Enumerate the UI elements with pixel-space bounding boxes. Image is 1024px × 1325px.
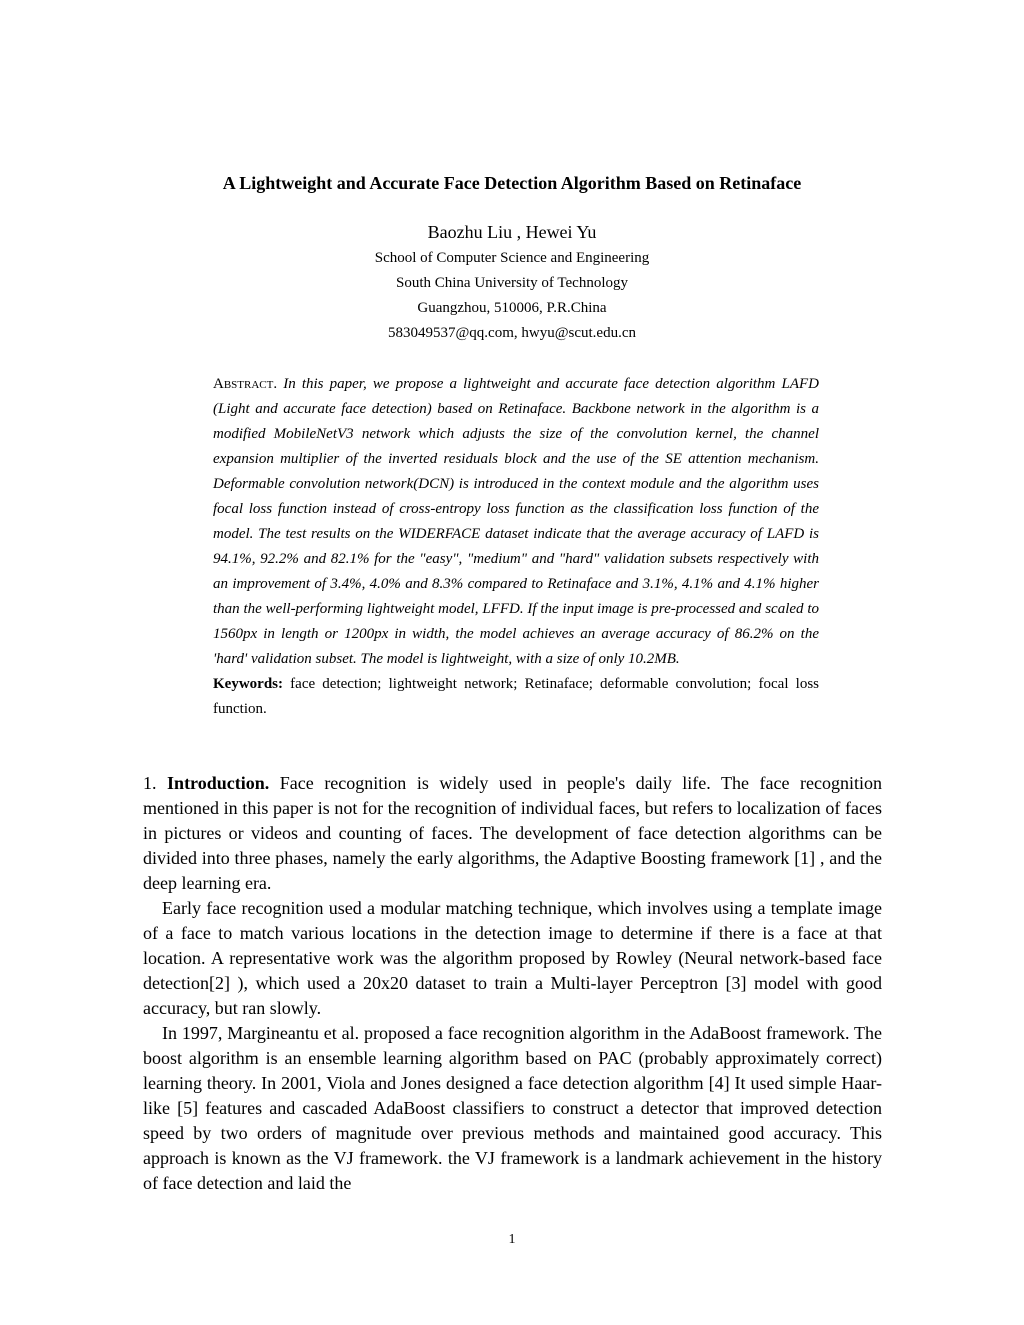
paper-title: A Lightweight and Accurate Face Detection Algorithm Based on Retinaface <box>222 173 802 193</box>
page-number: 1 <box>508 1232 516 1247</box>
section-number: 1. <box>143 773 157 793</box>
author-emails: 583049537@qq.com, hwyu@scut.edu.cn <box>387 325 636 341</box>
abstract-text: In this paper, we propose a lightweight and accurate face detection algorithm LAFD (Light and accurate face detection) based on Retinaface. Backbone network in the algorithm is a modified MobileNetV3 network which adjusts the size of the convolution kernel, the channel expansion multiplier of the inverted residuals block and the use of the SE attention mechanism. Deformable convolution network(DCN) is introduced in the context module and the algorithm uses focal loss function instead of cross-entropy loss function as the classification loss function of the model. The test results on the WIDERFACE dataset indicate that the average accuracy of LAFD is 94.1%, 92.2% and 82.1% for the "easy", "medium" and "hard" validation subsets respectively with an improvement of 3.4%, 4.0% and 8.3% compared to Retinaface and 3.1%, 4.1% and 4.1% higher than the well-performing lightweight model, LFFD. If the input image is pre-processed and scaled to 1560px in length or 1200px in width, the model achieves an average accuracy of 86.2% on the 'hard' validation subset. The model is lightweight, with a size of only 10.2MB. <box>213 376 819 667</box>
affiliation-address: Guangzhou, 510006, P.R.China <box>417 300 607 316</box>
section-introduction <box>143 771 882 1196</box>
abstract-block <box>213 372 819 722</box>
intro-paragraph-3: In 1997, Margineantu et al. proposed a face recognition algorithm in the AdaBoost framework. The boost algorithm is an ensemble learning algorithm based on PAC (probably approximately correct) learning theory. In 2001, Viola and Jones designed a face detection algorithm [4] It used simple Haar-like [5] features and cascaded AdaBoost classifiers to construct a detector that improved detection speed by two orders of magnitude over previous methods and maintained good accuracy. This approach is known as the VJ framework. the VJ framework is a landmark achievement in the history of face detection and laid the <box>143 1023 882 1193</box>
section-title: Introduction. <box>167 773 270 793</box>
affiliation-school: School of Computer Science and Engineering <box>374 250 650 266</box>
author-list: Baozhu Liu , Hewei Yu <box>427 222 597 242</box>
keywords-line <box>213 672 819 722</box>
intro-paragraph-1 <box>143 771 882 896</box>
keywords-label: Keywords: <box>213 676 283 692</box>
intro-paragraph-1-text: Face recognition is widely used in people's daily life. The face recognition mentioned in this paper is not for the recognition of individual faces, but refers to localization of faces in pictures or videos and counting of faces. The development of face detection algorithms can be divided into three phases, namely the early algorithms, the Adaptive Boosting framework [1] , and the deep learning era. <box>143 773 883 893</box>
keywords-text: face detection; lightweight network; Retinaface; deformable convolution; focal loss function. <box>213 676 820 717</box>
abstract-label: Abstract. <box>213 376 278 392</box>
affiliation-university: South China University of Technology <box>396 275 628 291</box>
intro-paragraph-2: Early face recognition used a modular matching technique, which involves using a template image of a face to match various locations in the detection image to determine if there is a face at that location. A representative work was the algorithm proposed by Rowley (Neural network-based face detection[2] ), which used a 20x20 dataset to train a Multi-layer Perceptron [3] model with good accuracy, but ran slowly. <box>143 898 882 1018</box>
